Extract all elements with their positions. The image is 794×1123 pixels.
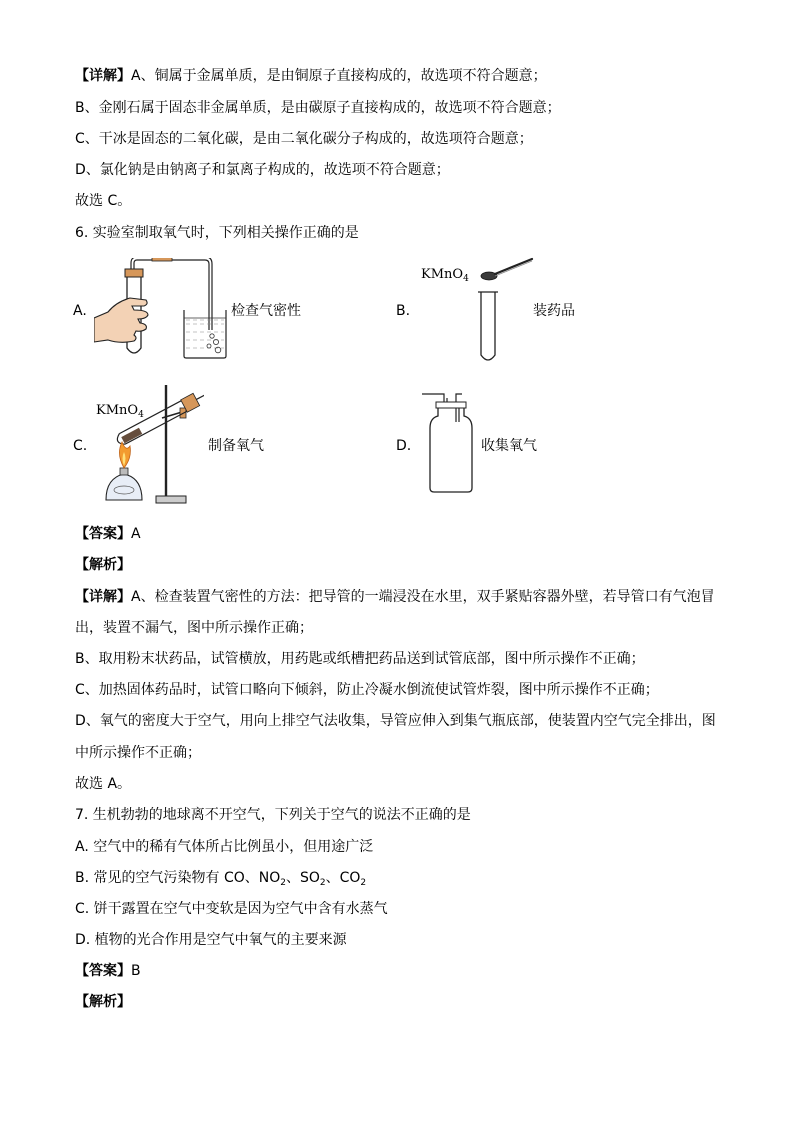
q7-option-d: D. 植物的光合作用是空气中氧气的主要来源 — [75, 932, 347, 948]
q6-option-b-caption: 装药品 — [533, 303, 575, 319]
q5-conclusion: 故选 C。 — [75, 193, 132, 209]
q7-answer-value: B — [131, 963, 141, 979]
answer-tag: 【答案】 — [75, 963, 131, 979]
q6-detail-b: B、取用粉末状药品，试管横放，用药匙或纸槽把药品送到试管底部，图中所示操作不正确； — [75, 651, 645, 667]
answer-tag: 【答案】 — [75, 526, 131, 542]
q5-detail-line-c: C、干冰是固态的二氧化碳，是由二氧化碳分子构成的，故选项符合题意； — [75, 131, 533, 147]
q5-detail-line-a — [75, 67, 547, 85]
q6-option-a-caption: 检查气密性 — [231, 303, 301, 319]
q6-option-c-letter: C. — [73, 438, 88, 454]
q6-analysis-tag: 【解析】 — [75, 557, 131, 573]
detail-tag: 【详解】 — [75, 68, 131, 84]
q6-detail-a-line2: 出，装置不漏气，图中所示操作正确； — [75, 620, 313, 636]
q7-analysis-tag: 【解析】 — [75, 994, 131, 1010]
loading-reagent-figure — [470, 255, 540, 365]
q6-detail-d-line2: 中所示操作不正确； — [75, 745, 201, 761]
q7-option-c: C. 饼干露置在空气中变软是因为空气中含有水蒸气 — [75, 901, 388, 917]
detail-tag: 【详解】 — [75, 589, 131, 605]
q7-option-b-mid2: 、CO — [325, 870, 361, 886]
q7-option-b-mid1: 、SO — [285, 870, 320, 886]
q6-stem: 6. 实验室制取氧气时，下列相关操作正确的是 — [75, 225, 359, 241]
q6-detail-c: C、加热固体药品时，试管口略向下倾斜，防止冷凝水倒流使试管炸裂，图中所示操作不正确； — [75, 682, 659, 698]
test-tube-icon — [481, 292, 495, 360]
q6-answer-value: A — [131, 526, 141, 542]
q6-option-d-caption: 收集氧气 — [481, 438, 537, 454]
subscript: 2 — [319, 878, 326, 888]
q6-detail-d-line1: D、氧气的密度大于空气，用向上排空气法收集，导管应伸入到集气瓶底部，使装置内空气完全排出，图 — [75, 713, 716, 729]
q6-option-d-letter: D. — [396, 438, 412, 454]
subscript: 2 — [280, 878, 286, 888]
airtightness-check-figure — [94, 258, 234, 364]
q6-option-a-letter: A. — [73, 303, 87, 319]
stopper-icon — [125, 269, 143, 277]
q6-detail-a-text: A、检查装置气密性的方法：把导管的一端浸没在水里，双手紧贴容器外壁，若导管口有气泡冒 — [131, 589, 715, 605]
q6-conclusion: 故选 A。 — [75, 776, 132, 792]
q6-answer — [75, 525, 141, 543]
q5-detail-line-b: B、金刚石属于固态非金属单质，是由碳原子直接构成的，故选项不符合题意； — [75, 100, 561, 116]
q7-option-b-prefix: B. 常见的空气污染物有 CO、NO — [75, 870, 281, 886]
reagent-formula: KMnO — [421, 267, 464, 282]
reagent-formula: KMnO — [96, 403, 139, 418]
q7-answer — [75, 962, 141, 980]
q5-detail-line-d: D、氯化钠是由钠离子和氯离子构成的，故选项不符合题意； — [75, 162, 450, 178]
heating-setup-figure — [94, 382, 204, 506]
reagent-subscript: 4 — [138, 410, 144, 420]
q6-option-b-reagent — [421, 266, 469, 284]
q6-option-b-letter: B. — [396, 303, 411, 319]
alcohol-lamp-icon — [106, 474, 142, 500]
hand-icon — [94, 298, 148, 342]
q6-detail-a-line1 — [75, 588, 715, 606]
reagent-subscript: 4 — [463, 274, 469, 284]
q5-detail-a-text: A、铜属于金属单质，是由铜原子直接构成的，故选项不符合题意； — [131, 68, 547, 84]
q7-option-b — [75, 869, 366, 887]
q7-stem: 7. 生机勃勃的地球离不开空气，下列关于空气的说法不正确的是 — [75, 807, 471, 823]
gas-bottle-icon — [430, 404, 472, 492]
subscript: 2 — [360, 878, 367, 888]
beaker-icon — [184, 310, 226, 358]
gas-collection-figure — [418, 392, 478, 496]
q7-option-a: A. 空气中的稀有气体所占比例虽小，但用途广泛 — [75, 839, 374, 855]
q6-option-c-caption: 制备氧气 — [208, 438, 264, 454]
